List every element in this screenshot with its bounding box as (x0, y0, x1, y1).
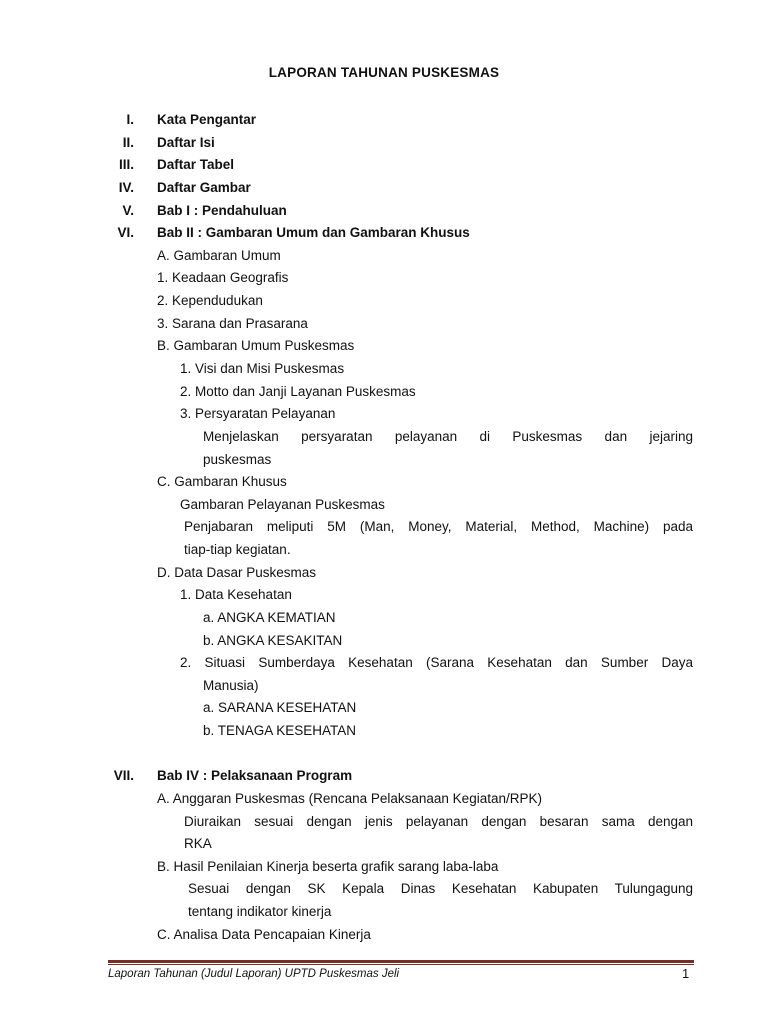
footer-text: Laporan Tahunan (Judul Laporan) UPTD Puskesmas Jeli (108, 968, 400, 980)
subsection-b: B. Gambaran Umum Puskesmas (157, 338, 355, 353)
subsection-a: A. Gambaran Umum (157, 248, 281, 263)
page-number: 1 (682, 966, 690, 981)
section-number-3: III. (118, 157, 134, 172)
list-item: 3. Sarana dan Prasarana (157, 316, 308, 331)
list-item: 3. Persyaratan Pelayanan (180, 406, 336, 421)
description-text: puskesmas (203, 452, 272, 467)
list-item: 1. Keadaan Geografis (157, 270, 289, 285)
section-number-2: II. (122, 135, 134, 150)
list-item: 2. Motto dan Janji Layanan Puskesmas (180, 384, 416, 399)
section-number-1: I. (126, 112, 134, 127)
list-item: a. ANGKA KEMATIAN (203, 610, 336, 625)
subsection-d: D. Data Dasar Puskesmas (157, 565, 317, 580)
list-item: 1. Visi dan Misi Puskesmas (180, 361, 345, 376)
list-item: b. ANGKA KESAKITAN (203, 633, 343, 648)
section-label-2: Daftar Isi (157, 135, 215, 150)
list-item: 1. Data Kesehatan (180, 587, 292, 602)
section-number-7: VII. (113, 768, 134, 783)
section-label-1: Kata Pengantar (157, 112, 257, 127)
description-text: RKA (184, 836, 212, 851)
section-label-3: Daftar Tabel (157, 157, 235, 172)
section-number-4: IV. (118, 180, 134, 195)
subsection-c: C. Analisa Data Pencapaian Kinerja (157, 927, 371, 942)
description-text: Menjelaskan persyaratan pelayanan di Puskesmas dan jejaring (203, 429, 693, 444)
section-number-5: V. (122, 203, 134, 218)
list-item: 2. Kependudukan (157, 293, 263, 308)
subsection-a: A. Anggaran Puskesmas (Rencana Pelaksanaan Kegiatan/RPK) (157, 791, 542, 806)
description-text: Sesuai dengan SK Kepala Dinas Kesehatan Kabupaten Tulungagung (188, 881, 693, 896)
description-text: tiap-tiap kegiatan. (184, 542, 291, 557)
section-number-6: VI. (117, 225, 134, 240)
subsection-c: C. Gambaran Khusus (157, 474, 287, 489)
list-item: b. TENAGA KESEHATAN (203, 723, 357, 738)
list-item: 2. Situasi Sumberdaya Kesehatan (Sarana Kesehatan dan Sumber Daya (180, 655, 693, 670)
description-text: Diuraikan sesuai dengan jenis pelayanan dengan besaran sama dengan (184, 814, 693, 829)
description-text: tentang indikator kinerja (188, 904, 332, 919)
section-label-4: Daftar Gambar (157, 180, 251, 195)
list-item: a. SARANA KESEHATAN (203, 700, 357, 715)
description-text: Penjabaran meliputi 5M (Man, Money, Material, Method, Machine) pada (184, 519, 693, 534)
section-label-5: Bab I : Pendahuluan (157, 203, 287, 218)
list-item-continuation: Manusia) (203, 678, 259, 693)
section-label-7: Bab IV : Pelaksanaan Program (157, 768, 353, 783)
subheading-text: Gambaran Pelayanan Puskesmas (180, 497, 385, 512)
footer-rule-thin (108, 964, 694, 965)
subsection-b: B. Hasil Penilaian Kinerja beserta grafik sarang laba-laba (157, 859, 499, 874)
section-label-6: Bab II : Gambaran Umum dan Gambaran Khusus (157, 225, 470, 240)
document-title: LAPORAN TAHUNAN PUSKESMAS (268, 65, 500, 80)
footer-rule (108, 960, 694, 963)
